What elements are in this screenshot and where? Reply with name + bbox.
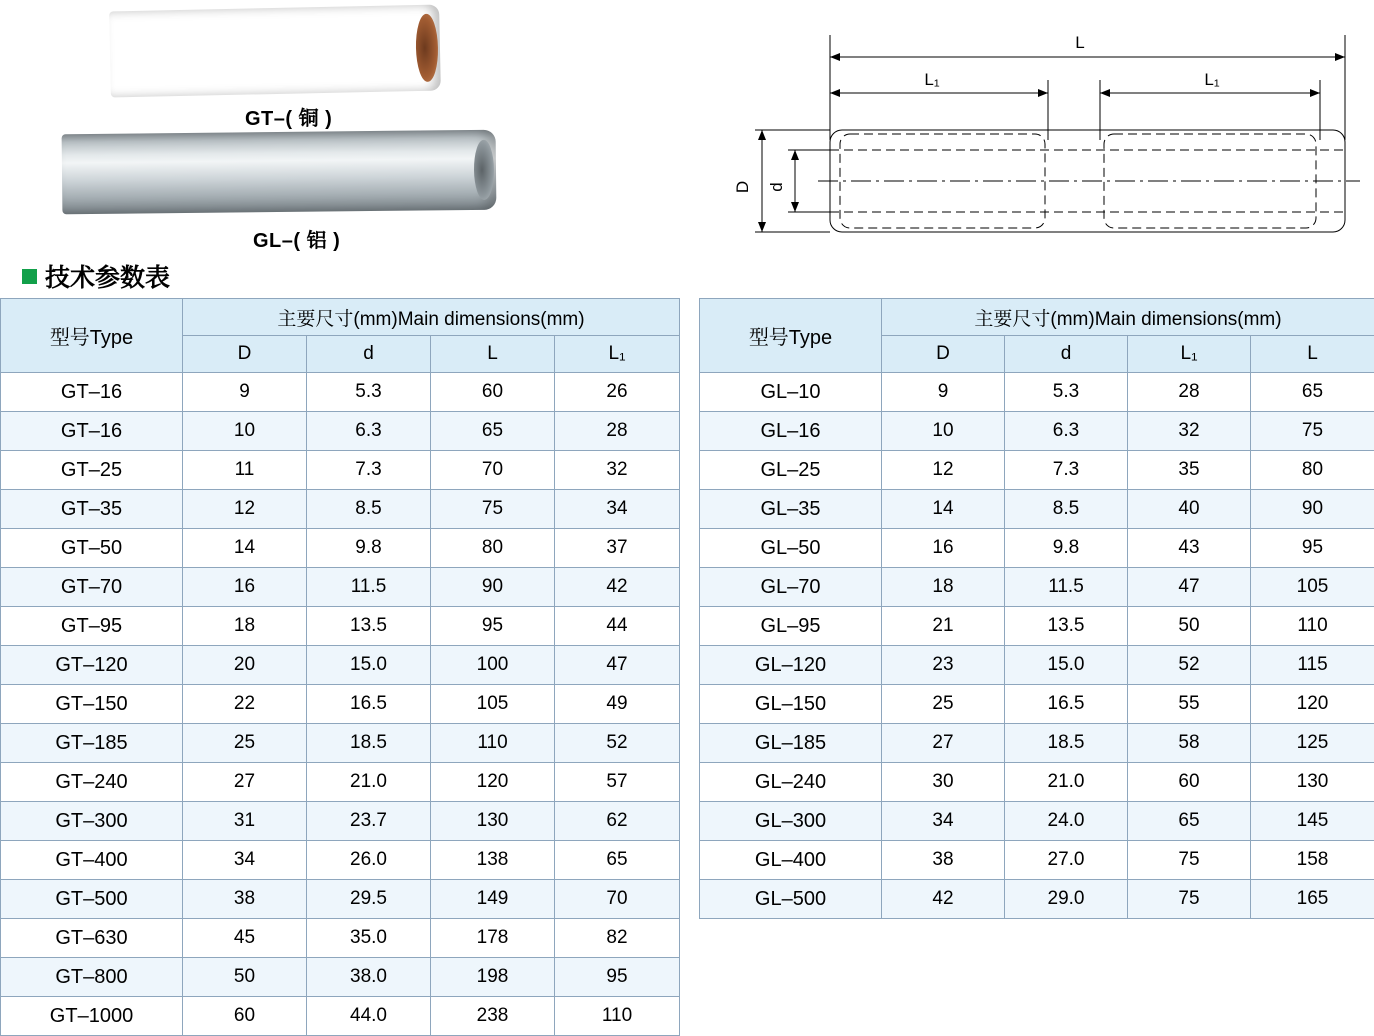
cell-value: 95 bbox=[431, 607, 555, 646]
gt-col-d: d bbox=[307, 336, 431, 373]
cell-value: 52 bbox=[1128, 646, 1251, 685]
cell-type: GT–25 bbox=[1, 451, 183, 490]
cell-value: 32 bbox=[1128, 412, 1251, 451]
cell-value: 15.0 bbox=[307, 646, 431, 685]
cell-value: 55 bbox=[1128, 685, 1251, 724]
cell-value: 138 bbox=[431, 841, 555, 880]
table-row bbox=[700, 802, 1374, 841]
aluminium-caption: GL–( 铝 ) bbox=[253, 224, 340, 253]
table-row bbox=[700, 490, 1374, 529]
gt-table-container bbox=[0, 298, 679, 1036]
gl-table bbox=[699, 298, 1374, 919]
cell-value: 27 bbox=[183, 763, 307, 802]
copper-connector-photo bbox=[109, 5, 441, 98]
cell-value: 21.0 bbox=[307, 763, 431, 802]
cell-value: 145 bbox=[1251, 802, 1374, 841]
cell-value: 125 bbox=[1251, 724, 1374, 763]
cell-value: 47 bbox=[1128, 568, 1251, 607]
table-row bbox=[1, 880, 680, 919]
cell-value: 18.5 bbox=[1005, 724, 1128, 763]
cell-value: 75 bbox=[1128, 841, 1251, 880]
cell-value: 43 bbox=[1128, 529, 1251, 568]
cell-value: 10 bbox=[882, 412, 1005, 451]
cell-value: 25 bbox=[183, 724, 307, 763]
cell-type: GT–400 bbox=[1, 841, 183, 880]
cell-value: 50 bbox=[1128, 607, 1251, 646]
table-row bbox=[1, 451, 680, 490]
table-header-row-1 bbox=[700, 299, 1374, 336]
technical-drawing bbox=[700, 0, 1374, 262]
cell-value: 16 bbox=[882, 529, 1005, 568]
cell-value: 13.5 bbox=[307, 607, 431, 646]
table-row bbox=[700, 685, 1374, 724]
table-row bbox=[1, 685, 680, 724]
table-row bbox=[1, 763, 680, 802]
cell-value: 23.7 bbox=[307, 802, 431, 841]
cell-value: 50 bbox=[183, 958, 307, 997]
product-photos bbox=[0, 0, 690, 258]
cell-value: 82 bbox=[555, 919, 680, 958]
table-row bbox=[1, 529, 680, 568]
cell-value: 11.5 bbox=[1005, 568, 1128, 607]
cell-value: 7.3 bbox=[1005, 451, 1128, 490]
table-row bbox=[700, 568, 1374, 607]
cell-value: 18.5 bbox=[307, 724, 431, 763]
cell-value: 18 bbox=[183, 607, 307, 646]
cell-type: GL–150 bbox=[700, 685, 882, 724]
cell-value: 65 bbox=[1128, 802, 1251, 841]
cell-value: 34 bbox=[882, 802, 1005, 841]
table-row bbox=[700, 724, 1374, 763]
cell-value: 14 bbox=[882, 490, 1005, 529]
aluminium-bore bbox=[474, 139, 495, 200]
cell-type: GT–500 bbox=[1, 880, 183, 919]
cell-value: 44 bbox=[555, 607, 680, 646]
cell-value: 95 bbox=[1251, 529, 1374, 568]
cell-value: 238 bbox=[431, 997, 555, 1036]
heading-text: 技术参数表 bbox=[45, 258, 170, 294]
cell-type: GT–50 bbox=[1, 529, 183, 568]
cell-value: 6.3 bbox=[1005, 412, 1128, 451]
cell-type: GT–1000 bbox=[1, 997, 183, 1036]
cell-type: GL–35 bbox=[700, 490, 882, 529]
gl-type-header: 型号Type bbox=[700, 299, 882, 373]
cell-type: GL–10 bbox=[700, 373, 882, 412]
table-row bbox=[1, 997, 680, 1036]
cell-value: 42 bbox=[882, 880, 1005, 919]
table-row bbox=[1, 919, 680, 958]
cell-value: 60 bbox=[431, 373, 555, 412]
cell-value: 26.0 bbox=[307, 841, 431, 880]
cell-value: 35.0 bbox=[307, 919, 431, 958]
cell-type: GT–240 bbox=[1, 763, 183, 802]
cell-value: 30 bbox=[882, 763, 1005, 802]
cell-value: 110 bbox=[431, 724, 555, 763]
drawing-label-L1-right: L₁ bbox=[1204, 70, 1219, 89]
drawing-label-L1-left: L₁ bbox=[924, 70, 939, 89]
cell-value: 120 bbox=[1251, 685, 1374, 724]
cell-type: GT–120 bbox=[1, 646, 183, 685]
gt-table bbox=[0, 298, 680, 1036]
gl-table-container bbox=[699, 298, 1374, 919]
table-row bbox=[700, 412, 1374, 451]
table-row bbox=[700, 529, 1374, 568]
table-row bbox=[1, 607, 680, 646]
cell-value: 105 bbox=[431, 685, 555, 724]
cell-value: 90 bbox=[431, 568, 555, 607]
drawing-svg bbox=[700, 0, 1374, 262]
cell-value: 37 bbox=[555, 529, 680, 568]
cell-value: 38.0 bbox=[307, 958, 431, 997]
cell-value: 60 bbox=[1128, 763, 1251, 802]
cell-value: 28 bbox=[1128, 373, 1251, 412]
cell-value: 198 bbox=[431, 958, 555, 997]
gt-group-header: 主要尺寸(mm)Main dimensions(mm) bbox=[183, 299, 680, 336]
cell-value: 57 bbox=[555, 763, 680, 802]
gl-group-header: 主要尺寸(mm)Main dimensions(mm) bbox=[882, 299, 1374, 336]
cell-value: 110 bbox=[555, 997, 680, 1036]
cell-type: GT–16 bbox=[1, 412, 183, 451]
cell-value: 5.3 bbox=[307, 373, 431, 412]
cell-value: 7.3 bbox=[307, 451, 431, 490]
cell-value: 27 bbox=[882, 724, 1005, 763]
cell-type: GT–70 bbox=[1, 568, 183, 607]
gt-table-body bbox=[1, 373, 680, 1036]
cell-value: 29.0 bbox=[1005, 880, 1128, 919]
cell-value: 38 bbox=[183, 880, 307, 919]
cell-value: 9 bbox=[183, 373, 307, 412]
cell-type: GT–800 bbox=[1, 958, 183, 997]
table-row bbox=[1, 958, 680, 997]
cell-value: 40 bbox=[1128, 490, 1251, 529]
cell-value: 9.8 bbox=[1005, 529, 1128, 568]
gl-col-d: d bbox=[1005, 336, 1128, 373]
gt-col-L: L bbox=[431, 336, 555, 373]
cell-type: GL–16 bbox=[700, 412, 882, 451]
cell-type: GT–630 bbox=[1, 919, 183, 958]
table-row bbox=[700, 451, 1374, 490]
cell-value: 115 bbox=[1251, 646, 1374, 685]
cell-value: 9.8 bbox=[307, 529, 431, 568]
cell-value: 25 bbox=[882, 685, 1005, 724]
aluminium-connector-photo bbox=[62, 130, 497, 215]
cell-value: 34 bbox=[555, 490, 680, 529]
cell-value: 49 bbox=[555, 685, 680, 724]
cell-value: 149 bbox=[431, 880, 555, 919]
cell-value: 80 bbox=[431, 529, 555, 568]
cell-value: 75 bbox=[1251, 412, 1374, 451]
table-row bbox=[700, 763, 1374, 802]
cell-value: 60 bbox=[183, 997, 307, 1036]
table-row bbox=[1, 724, 680, 763]
table-row bbox=[1, 841, 680, 880]
cell-value: 28 bbox=[555, 412, 680, 451]
cell-value: 75 bbox=[1128, 880, 1251, 919]
cell-value: 58 bbox=[1128, 724, 1251, 763]
table-row bbox=[1, 373, 680, 412]
cell-value: 29.5 bbox=[307, 880, 431, 919]
table-row bbox=[700, 373, 1374, 412]
table-row bbox=[700, 607, 1374, 646]
cell-value: 65 bbox=[555, 841, 680, 880]
cell-value: 95 bbox=[555, 958, 680, 997]
drawing-label-D: D bbox=[733, 181, 752, 193]
cell-value: 62 bbox=[555, 802, 680, 841]
gt-col-L1: L₁ bbox=[555, 336, 680, 373]
cell-value: 52 bbox=[555, 724, 680, 763]
cell-value: 11.5 bbox=[307, 568, 431, 607]
cell-value: 14 bbox=[183, 529, 307, 568]
copper-bore bbox=[415, 13, 438, 82]
cell-value: 18 bbox=[882, 568, 1005, 607]
cell-value: 10 bbox=[183, 412, 307, 451]
cell-value: 38 bbox=[882, 841, 1005, 880]
cell-type: GL–95 bbox=[700, 607, 882, 646]
cell-type: GT–35 bbox=[1, 490, 183, 529]
table-row bbox=[1, 802, 680, 841]
cell-value: 130 bbox=[431, 802, 555, 841]
cell-value: 178 bbox=[431, 919, 555, 958]
cell-value: 16 bbox=[183, 568, 307, 607]
cell-value: 44.0 bbox=[307, 997, 431, 1036]
table-row bbox=[1, 646, 680, 685]
cell-value: 16.5 bbox=[1005, 685, 1128, 724]
cell-value: 15.0 bbox=[1005, 646, 1128, 685]
cell-value: 22 bbox=[183, 685, 307, 724]
cell-value: 165 bbox=[1251, 880, 1374, 919]
cell-value: 31 bbox=[183, 802, 307, 841]
gl-col-D: D bbox=[882, 336, 1005, 373]
cell-value: 100 bbox=[431, 646, 555, 685]
cell-value: 110 bbox=[1251, 607, 1374, 646]
cell-value: 32 bbox=[555, 451, 680, 490]
cell-value: 34 bbox=[183, 841, 307, 880]
cell-type: GL–120 bbox=[700, 646, 882, 685]
cell-value: 35 bbox=[1128, 451, 1251, 490]
cell-value: 21.0 bbox=[1005, 763, 1128, 802]
cell-value: 27.0 bbox=[1005, 841, 1128, 880]
cell-value: 9 bbox=[882, 373, 1005, 412]
heading-bullet-icon bbox=[22, 269, 37, 284]
gl-table-body bbox=[700, 373, 1374, 919]
cell-value: 42 bbox=[555, 568, 680, 607]
cell-value: 24.0 bbox=[1005, 802, 1128, 841]
gt-type-header: 型号Type bbox=[1, 299, 183, 373]
cell-value: 26 bbox=[555, 373, 680, 412]
cell-value: 90 bbox=[1251, 490, 1374, 529]
gl-col-L1: L₁ bbox=[1128, 336, 1251, 373]
cell-value: 65 bbox=[1251, 373, 1374, 412]
cell-value: 6.3 bbox=[307, 412, 431, 451]
cell-type: GL–70 bbox=[700, 568, 882, 607]
drawing-label-L: L bbox=[1075, 33, 1084, 52]
gt-col-D: D bbox=[183, 336, 307, 373]
cell-type: GL–300 bbox=[700, 802, 882, 841]
table-row bbox=[700, 841, 1374, 880]
cell-value: 158 bbox=[1251, 841, 1374, 880]
cell-value: 130 bbox=[1251, 763, 1374, 802]
cell-type: GT–16 bbox=[1, 373, 183, 412]
table-row bbox=[1, 412, 680, 451]
cell-value: 45 bbox=[183, 919, 307, 958]
cell-value: 8.5 bbox=[307, 490, 431, 529]
gl-col-L: L bbox=[1251, 336, 1374, 373]
cell-value: 21 bbox=[882, 607, 1005, 646]
cell-value: 16.5 bbox=[307, 685, 431, 724]
cell-type: GL–500 bbox=[700, 880, 882, 919]
cell-type: GT–300 bbox=[1, 802, 183, 841]
cell-type: GT–150 bbox=[1, 685, 183, 724]
table-header-row-1 bbox=[1, 299, 680, 336]
cell-value: 23 bbox=[882, 646, 1005, 685]
section-heading bbox=[22, 258, 170, 294]
table-row bbox=[1, 490, 680, 529]
cell-type: GL–50 bbox=[700, 529, 882, 568]
drawing-label-d: d bbox=[767, 182, 786, 191]
table-row bbox=[700, 646, 1374, 685]
cell-value: 13.5 bbox=[1005, 607, 1128, 646]
cell-value: 12 bbox=[882, 451, 1005, 490]
table-row bbox=[1, 568, 680, 607]
cell-value: 65 bbox=[431, 412, 555, 451]
cell-value: 80 bbox=[1251, 451, 1374, 490]
cell-value: 75 bbox=[431, 490, 555, 529]
copper-caption: GT–( 铜 ) bbox=[245, 102, 332, 131]
cell-value: 120 bbox=[431, 763, 555, 802]
cell-type: GL–25 bbox=[700, 451, 882, 490]
cell-value: 47 bbox=[555, 646, 680, 685]
cell-value: 20 bbox=[183, 646, 307, 685]
cell-value: 5.3 bbox=[1005, 373, 1128, 412]
cell-value: 11 bbox=[183, 451, 307, 490]
cell-type: GL–400 bbox=[700, 841, 882, 880]
cell-value: 8.5 bbox=[1005, 490, 1128, 529]
cell-value: 70 bbox=[555, 880, 680, 919]
cell-type: GL–185 bbox=[700, 724, 882, 763]
cell-type: GL–240 bbox=[700, 763, 882, 802]
table-row bbox=[700, 880, 1374, 919]
cell-type: GT–95 bbox=[1, 607, 183, 646]
cell-value: 12 bbox=[183, 490, 307, 529]
cell-value: 70 bbox=[431, 451, 555, 490]
cell-type: GT–185 bbox=[1, 724, 183, 763]
cell-value: 105 bbox=[1251, 568, 1374, 607]
